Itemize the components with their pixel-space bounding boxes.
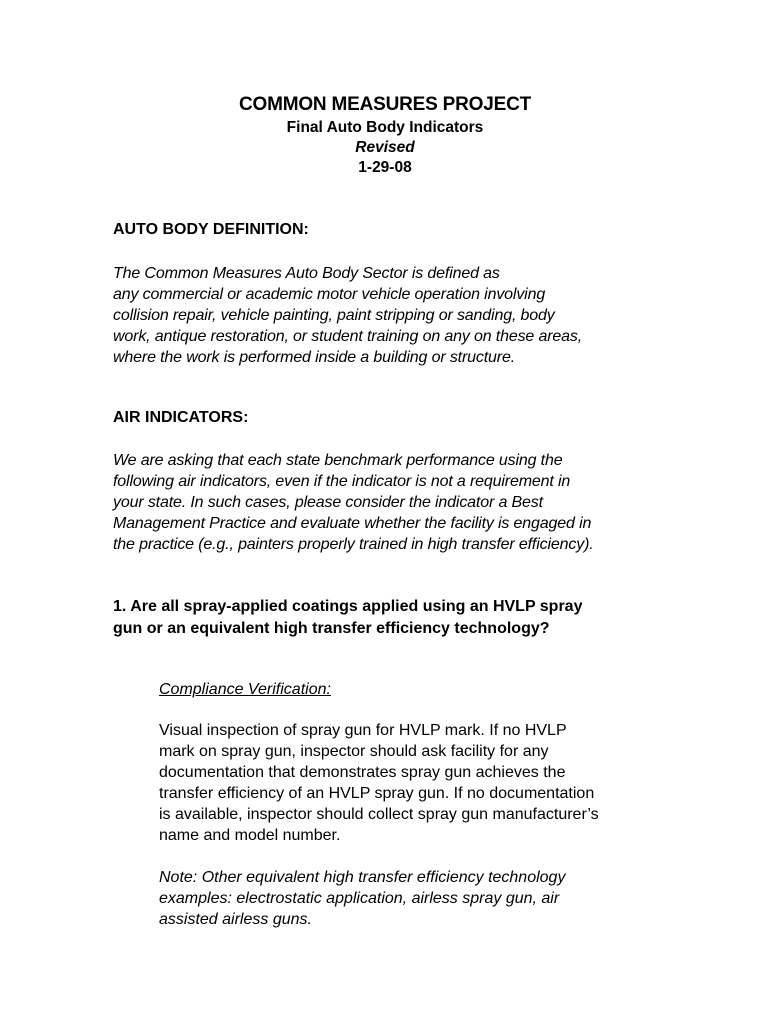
compliance-line: is available, inspector should collect spray gun manufacturer’s (159, 806, 599, 823)
question-1 (113, 596, 673, 640)
auto-body-definition-heading: AUTO BODY DEFINITION: (113, 221, 309, 238)
paragraph-line: work, antique restoration, or student training on any on these areas, (113, 328, 583, 345)
compliance-line: mark on spray gun, inspector should ask facility for any (159, 743, 549, 760)
compliance-line: transfer efficiency of an HVLP spray gun. If no documentation (159, 785, 595, 802)
page-title: COMMON MEASURES PROJECT (238, 94, 532, 115)
note-line: Note: Other equivalent high transfer efficiency technology (159, 869, 566, 886)
paragraph-line: your state. In such cases, please consider the indicator a Best (113, 494, 543, 511)
technology-note (159, 867, 659, 930)
compliance-verification-label: Compliance Verification: (159, 681, 331, 698)
revised-label: Revised (355, 139, 415, 156)
note-line: examples: electrostatic application, airless spray gun, air (159, 890, 560, 907)
question-line: 1. Are all spray-applied coatings applied using an HVLP spray (113, 598, 583, 615)
paragraph-line: We are asking that each state benchmark performance using the (113, 452, 563, 469)
paragraph-line: The Common Measures Auto Body Sector is defined as (113, 265, 500, 282)
auto-body-definition-paragraph (113, 263, 673, 368)
paragraph-line: the practice (e.g., painters properly trained in high transfer efficiency). (113, 536, 594, 553)
document-date: 1-29-08 (358, 159, 412, 176)
compliance-line: name and model number. (159, 827, 341, 844)
document-header (0, 93, 770, 178)
compliance-line: Visual inspection of spray gun for HVLP mark. If no HVLP (159, 722, 567, 739)
note-line: assisted airless guns. (159, 911, 312, 928)
paragraph-line: Management Practice and evaluate whether the facility is engaged in (113, 515, 592, 532)
air-indicators-paragraph (113, 450, 673, 555)
paragraph-line: where the work is performed inside a building or structure. (113, 349, 516, 366)
page-subtitle: Final Auto Body Indicators (286, 119, 484, 136)
paragraph-line: any commercial or academic motor vehicle operation involving (113, 286, 546, 303)
question-line: gun or an equivalent high transfer efficiency technology? (113, 620, 550, 637)
air-indicators-heading: AIR INDICATORS: (113, 409, 249, 426)
compliance-line: documentation that demonstrates spray gun achieves the (159, 764, 566, 781)
compliance-verification-text (159, 720, 659, 846)
paragraph-line: following air indicators, even if the indicator is not a requirement in (113, 473, 571, 490)
paragraph-line: collision repair, vehicle painting, paint stripping or sanding, body (113, 307, 555, 324)
